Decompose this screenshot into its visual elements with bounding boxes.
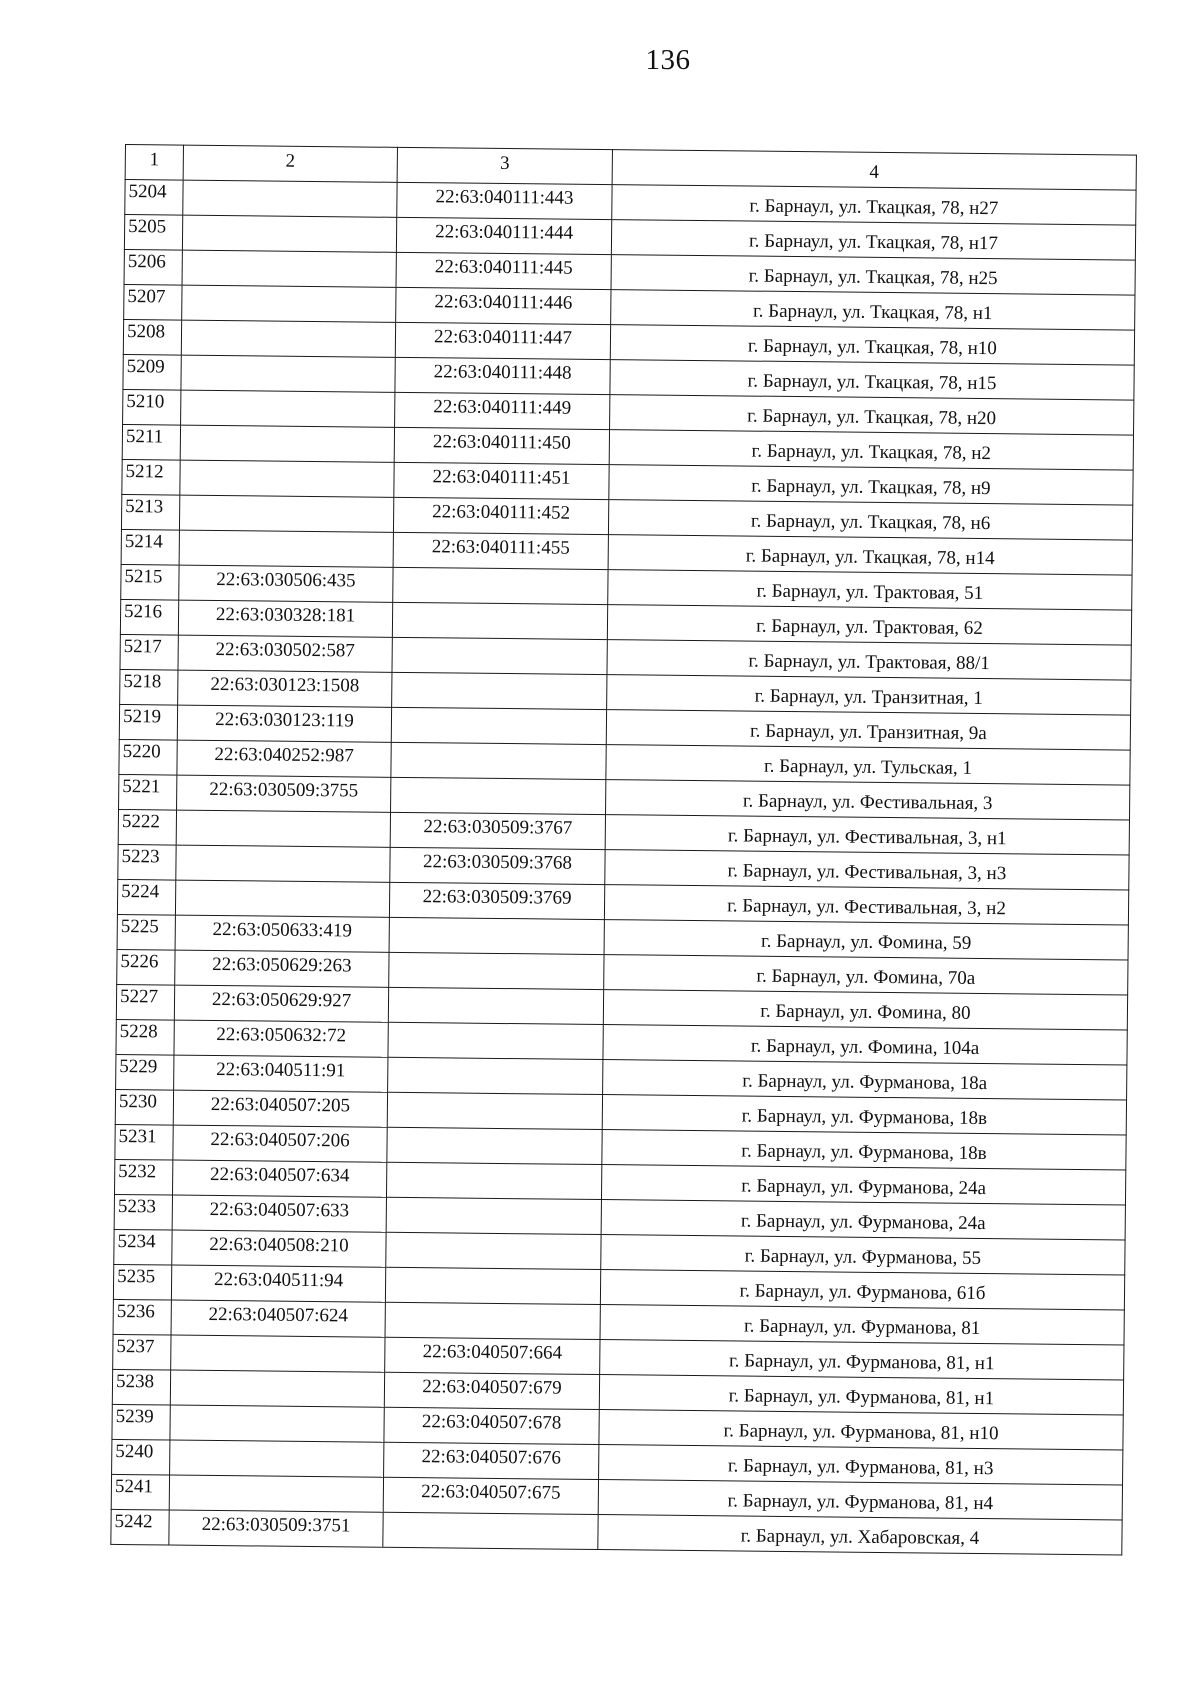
cadastral-number-premises-cell <box>394 427 609 464</box>
cadastral-number-premises: 22:63:040111:445 <box>434 256 573 279</box>
cadastral-number-premises: 22:63:040111:451 <box>432 466 571 489</box>
cadastral-number-building-cell <box>170 1370 384 1407</box>
address-cell <box>601 1165 1125 1205</box>
row-number-cell <box>122 424 180 460</box>
address-cell <box>601 1200 1125 1240</box>
row-number: 5215 <box>124 566 163 588</box>
cadastral-number-building: 22:63:030502:587 <box>215 638 355 662</box>
cadastral-number-premises-cell <box>387 1127 602 1164</box>
row-number-cell <box>114 1229 172 1265</box>
address: г. Барнаул, ул. Транзитная, 9а <box>749 720 987 745</box>
row-number-cell <box>123 389 181 425</box>
address: г. Барнаул, ул. Фестивальная, 3, н3 <box>727 860 1007 885</box>
cadastral-number-premises-cell <box>383 1512 598 1549</box>
address: г. Барнаул, ул. Фурманова, 81, н10 <box>723 1420 999 1445</box>
cadastral-number-building: 22:63:050633:419 <box>212 918 353 942</box>
cadastral-number-building-cell <box>173 1090 387 1127</box>
address-cell <box>611 255 1135 295</box>
cadastral-number-premises-cell <box>395 322 610 359</box>
row-number-cell <box>122 459 180 495</box>
address: г. Барнаул, ул. Ткацкая, 78, н10 <box>747 335 997 360</box>
cadastral-number-building-cell <box>179 565 393 602</box>
row-number: 5232 <box>118 1160 157 1183</box>
row-number-cell <box>119 774 177 810</box>
row-number: 5208 <box>126 321 166 343</box>
cadastral-number-building: 22:63:040507:624 <box>208 1303 349 1327</box>
cadastral-number-premises-cell <box>392 637 607 674</box>
address-cell <box>609 465 1133 505</box>
row-number: 5214 <box>124 531 163 553</box>
address: г. Барнаул, ул. Ткацкая, 78, н17 <box>748 230 999 255</box>
row-number: 5230 <box>118 1090 158 1113</box>
row-number: 5242 <box>114 1510 153 1533</box>
cadastral-number-building: 22:63:030509:3751 <box>201 1513 351 1537</box>
cadastral-number-premises: 22:63:030509:3768 <box>422 851 573 874</box>
cadastral-number-premises-cell <box>390 847 605 884</box>
row-number-cell <box>114 1194 172 1230</box>
cadastral-number-premises: 22:63:030509:3767 <box>423 816 573 839</box>
address-cell <box>606 745 1130 785</box>
address: г. Барнаул, ул. Транзитная, 1 <box>754 685 983 710</box>
cadastral-number-building: 22:63:040507:633 <box>209 1198 350 1222</box>
address: г. Барнаул, ул. Фурманова, 18а <box>742 1070 988 1095</box>
row-number: 5238 <box>115 1370 155 1393</box>
cadastral-number-building: 22:63:050632:72 <box>216 1024 347 1047</box>
cadastral-number-premises: 22:63:030509:3769 <box>422 886 572 909</box>
cadastral-number-premises-cell <box>384 1407 599 1444</box>
row-number-cell <box>116 984 174 1020</box>
cadastral-number-premises-cell <box>393 532 608 569</box>
row-number: 5226 <box>120 950 159 973</box>
cadastral-number-premises: 22:63:040111:448 <box>433 361 572 384</box>
address-cell <box>600 1270 1124 1310</box>
cadastral-number-building-cell <box>170 1405 384 1442</box>
row-number: 5206 <box>127 251 166 273</box>
cadastral-number-premises-cell <box>386 1197 601 1234</box>
row-number-cell <box>118 809 176 845</box>
cadastral-number-building: 22:63:040252:987 <box>214 743 354 767</box>
address: г. Барнаул, ул. Фурманова, 61б <box>739 1280 986 1305</box>
row-number: 5233 <box>117 1195 156 1218</box>
cadastral-number-building-cell <box>178 670 392 707</box>
address-cell <box>599 1410 1123 1450</box>
address: г. Барнаул, ул. Фомина, 104а <box>750 1035 980 1059</box>
row-number-cell <box>123 354 181 390</box>
row-number-cell <box>117 879 175 915</box>
row-number: 5213 <box>125 496 164 518</box>
address: г. Барнаул, ул. Фурманова, 81, н4 <box>727 1490 994 1515</box>
cadastral-number-building-cell <box>180 460 394 497</box>
row-number: 5227 <box>119 985 159 1008</box>
row-number-cell <box>120 669 178 705</box>
row-number-cell <box>124 249 182 285</box>
row-number: 5223 <box>121 846 160 868</box>
address-cell <box>609 430 1133 470</box>
address-cell <box>604 955 1128 995</box>
cadastral-number-building-cell <box>175 880 389 917</box>
column-header-4: 4 <box>612 150 1136 190</box>
row-number: 5221 <box>122 776 161 798</box>
address-cell <box>612 185 1136 225</box>
cadastral-number-building-cell <box>172 1160 386 1197</box>
cadastral-number-premises-cell <box>391 777 606 814</box>
row-number: 5209 <box>126 356 165 378</box>
address-cell <box>599 1445 1123 1485</box>
cadastral-number-premises-cell <box>390 812 605 849</box>
address-cell <box>607 605 1131 645</box>
cadastral-number-premises-cell <box>384 1372 599 1409</box>
row-number-cell <box>112 1439 170 1475</box>
row-number: 5224 <box>121 881 160 903</box>
address: г. Барнаул, ул. Фурманова, 24а <box>740 1210 986 1235</box>
cadastral-number-building: 22:63:050629:927 <box>211 988 352 1012</box>
row-number: 5219 <box>122 706 162 728</box>
cadastral-number-building-cell <box>177 705 391 742</box>
cadastral-number-premises-cell <box>389 952 604 989</box>
address: г. Барнаул, ул. Тульская, 1 <box>763 755 973 779</box>
cadastral-number-premises: 22:63:040507:675 <box>421 1481 561 1504</box>
address: г. Барнаул, ул. Ткацкая, 78, н20 <box>747 405 997 430</box>
cadastral-number-building-cell <box>182 215 396 252</box>
address-cell <box>604 920 1128 960</box>
cadastral-number-premises: 22:63:040111:455 <box>431 536 570 559</box>
cadastral-number-premises: 22:63:040111:443 <box>435 186 574 209</box>
row-number: 5218 <box>123 671 162 693</box>
cadastral-number-premises: 22:63:040111:452 <box>432 501 571 524</box>
cadastral-number-building-cell <box>182 250 396 287</box>
cadastral-number-building-cell <box>174 1020 388 1057</box>
row-number: 5225 <box>120 915 159 938</box>
cadastral-number-premises-cell <box>388 1057 603 1094</box>
row-number-cell <box>115 1124 173 1160</box>
address-cell <box>604 885 1128 925</box>
address-cell <box>600 1305 1124 1345</box>
cadastral-number-premises-cell <box>388 987 603 1024</box>
cadastral-number-premises-cell <box>395 392 610 429</box>
row-number-cell <box>113 1299 171 1335</box>
address: г. Барнаул, ул. Фестивальная, 3 <box>742 790 993 815</box>
cadastral-number-building: 22:63:030506:435 <box>216 568 356 592</box>
cadastral-number-premises: 22:63:040111:450 <box>432 431 571 454</box>
address: г. Барнаул, ул. Ткацкая, 78, н14 <box>745 545 995 570</box>
cadastral-number-premises: 22:63:040111:444 <box>435 221 574 244</box>
row-number: 5211 <box>125 426 164 448</box>
address: г. Барнаул, ул. Трактовая, 88/1 <box>748 650 990 675</box>
row-number-cell <box>112 1404 170 1440</box>
address-cell <box>603 990 1127 1030</box>
address-cell <box>611 220 1135 260</box>
address-cell <box>601 1235 1125 1275</box>
address: г. Барнаул, ул. Ткацкая, 78, н15 <box>747 370 997 395</box>
cadastral-number-building-cell <box>175 915 389 952</box>
address: г. Барнаул, ул. Фурманова, 81, н1 <box>728 1350 995 1375</box>
row-number-cell <box>118 844 176 880</box>
address: г. Барнаул, ул. Трактовая, 62 <box>756 615 983 640</box>
cadastral-number-premises: 22:63:040507:679 <box>422 1376 562 1399</box>
row-number-cell <box>124 284 182 320</box>
cadastral-number-premises-cell <box>392 672 607 709</box>
row-number-cell <box>120 634 178 670</box>
cadastral-number-building-cell <box>172 1230 386 1267</box>
cadastral-number-premises-cell <box>397 182 612 219</box>
cadastral-number-building-cell <box>173 1125 387 1162</box>
cadastral-number-building-cell <box>181 390 395 427</box>
cadastral-number-building-cell <box>169 1510 383 1547</box>
cadastral-number-building-cell <box>176 810 390 847</box>
cadastral-number-premises-cell <box>389 917 604 954</box>
cadastral-number-building: 22:63:040511:94 <box>213 1268 344 1292</box>
table-body <box>111 180 1136 1556</box>
cadastral-number-building-cell <box>172 1195 386 1232</box>
cadastral-number-building: 22:63:040507:634 <box>209 1163 350 1187</box>
row-number: 5222 <box>121 811 161 833</box>
row-number-cell <box>123 319 181 355</box>
address: г. Барнаул, ул. Ткацкая, 78, н25 <box>748 265 998 290</box>
row-number: 5241 <box>114 1475 154 1498</box>
cadastral-number-building: 22:63:040508:210 <box>209 1233 349 1257</box>
cadastral-number-building-cell <box>178 635 392 672</box>
cadastral-number-building-cell <box>181 320 395 357</box>
address-cell <box>605 815 1129 855</box>
address-cell <box>606 710 1130 750</box>
column-header-2: 2 <box>183 145 397 182</box>
cadastral-number-premises: 22:63:040507:664 <box>422 1341 563 1364</box>
address-cell <box>607 640 1131 680</box>
address-cell <box>610 325 1134 365</box>
column-header-3: 3 <box>397 147 612 184</box>
address: г. Барнаул, ул. Ткацкая, 78, н2 <box>751 440 992 465</box>
cadastral-number-building-cell <box>171 1265 385 1302</box>
cadastral-number-premises-cell <box>393 567 608 604</box>
row-number: 5229 <box>119 1055 158 1078</box>
cadastral-number-premises-cell <box>387 1092 602 1129</box>
page-number: 136 <box>645 44 691 76</box>
row-number: 5231 <box>118 1125 157 1148</box>
cadastral-number-building-cell <box>177 775 391 812</box>
row-number-cell <box>116 1054 174 1090</box>
row-number-cell <box>117 914 175 950</box>
address-cell <box>603 1025 1127 1065</box>
cadastral-number-building-cell <box>169 1475 383 1512</box>
address: г. Барнаул, ул. Ткацкая, 78, н9 <box>751 475 991 500</box>
address: г. Барнаул, ул. Фурманова, 81 <box>743 1315 981 1340</box>
cadastral-number-building-cell <box>183 180 397 217</box>
cadastral-number-building-cell <box>176 845 390 882</box>
address: г. Барнаул, ул. Фомина, 59 <box>760 930 972 954</box>
address: г. Барнаул, ул. Ткацкая, 78, н1 <box>752 300 993 325</box>
cadastral-number-building-cell <box>179 495 393 532</box>
row-number: 5205 <box>128 216 167 238</box>
cadastral-number-premises-cell <box>386 1162 601 1199</box>
row-number: 5239 <box>115 1405 154 1428</box>
cadastral-number-premises-cell <box>391 742 606 779</box>
cadastral-number-premises-cell <box>393 497 608 534</box>
cadastral-number-premises-cell <box>394 462 609 499</box>
address: г. Барнаул, ул. Трактовая, 51 <box>756 580 984 605</box>
cadastral-number-premises: 22:63:040111:447 <box>433 326 573 349</box>
address-cell <box>608 500 1132 540</box>
address-cell <box>603 1060 1127 1100</box>
cadastral-number-building-cell <box>177 740 391 777</box>
cadastral-number-building-cell <box>170 1440 384 1477</box>
cadastral-number-premises-cell <box>395 357 610 394</box>
address-cell <box>606 780 1130 820</box>
cadastral-number-premises-cell <box>392 602 607 639</box>
address-cell <box>602 1130 1126 1170</box>
data-table <box>110 144 1137 1556</box>
row-number-cell <box>115 1089 173 1125</box>
cadastral-number-building-cell <box>171 1300 385 1337</box>
cadastral-number-premises-cell <box>391 707 606 744</box>
cadastral-number-building-cell <box>181 355 395 392</box>
address: г. Барнаул, ул. Ткацкая, 78, н6 <box>750 510 991 535</box>
cadastral-number-premises: 22:63:040111:449 <box>433 396 572 419</box>
cadastral-number-building-cell <box>174 1055 388 1092</box>
address: г. Барнаул, ул. Фурманова, 18в <box>741 1105 988 1130</box>
row-number: 5217 <box>123 636 162 658</box>
cadastral-number-building: 22:63:040507:206 <box>210 1128 350 1152</box>
cadastral-number-building: 22:63:050629:263 <box>212 953 352 977</box>
address: г. Барнаул, ул. Хабаровская, 4 <box>740 1525 980 1550</box>
cadastral-number-premises: 22:63:040507:676 <box>421 1446 562 1469</box>
address: г. Барнаул, ул. Фурманова, 18в <box>741 1140 987 1165</box>
address: г. Барнаул, ул. Фурманова, 55 <box>744 1245 982 1270</box>
cadastral-number-premises-cell <box>389 882 604 919</box>
address-cell <box>602 1095 1126 1135</box>
cadastral-number-premises-cell <box>383 1477 598 1514</box>
address: г. Барнаул, ул. Фестивальная, 3, н1 <box>727 825 1007 850</box>
cadastral-number-premises-cell <box>396 217 611 254</box>
row-number: 5236 <box>116 1300 155 1323</box>
address-cell <box>600 1340 1124 1380</box>
cadastral-number-building: 22:63:030123:119 <box>215 708 354 732</box>
row-number: 5216 <box>123 601 163 623</box>
row-number: 5210 <box>126 391 165 413</box>
cadastral-number-building-cell <box>178 600 392 637</box>
cadastral-number-building: 22:63:030328:181 <box>215 603 356 627</box>
cadastral-number-building-cell <box>180 425 394 462</box>
row-number: 5207 <box>127 286 166 308</box>
row-number-cell <box>113 1334 171 1370</box>
cadastral-number-building-cell <box>182 285 396 322</box>
cadastral-number-building: 22:63:040507:205 <box>210 1093 351 1117</box>
cadastral-number-premises: 22:63:040507:678 <box>421 1411 562 1434</box>
cadastral-number-premises: 22:63:040111:446 <box>434 291 573 314</box>
row-number-cell <box>111 1509 169 1545</box>
row-number-cell <box>113 1264 171 1300</box>
row-number-cell <box>114 1159 172 1195</box>
row-number-cell <box>121 494 179 530</box>
column-header-1: 1 <box>125 145 183 181</box>
row-number-cell <box>111 1474 169 1510</box>
row-number: 5228 <box>119 1020 158 1043</box>
row-number: 5240 <box>115 1440 154 1463</box>
cadastral-number-premises-cell <box>385 1267 600 1304</box>
cadastral-number-premises-cell <box>396 252 611 289</box>
row-number-cell <box>121 564 179 600</box>
row-number: 5235 <box>117 1265 156 1288</box>
row-number: 5237 <box>116 1335 155 1358</box>
address-cell <box>608 570 1132 610</box>
address-cell <box>598 1480 1122 1520</box>
address: г. Барнаул, ул. Фурманова, 24а <box>741 1175 987 1200</box>
row-number-cell <box>120 599 178 635</box>
cadastral-number-building: 22:63:030123:1508 <box>210 673 360 697</box>
cadastral-number-premises-cell <box>396 287 611 324</box>
cadastral-number-premises-cell <box>385 1302 600 1339</box>
row-number-cell <box>117 949 175 985</box>
cadastral-number-building-cell <box>171 1335 385 1372</box>
address-cell <box>607 675 1131 715</box>
cadastral-number-premises-cell <box>384 1442 599 1479</box>
row-number: 5204 <box>128 181 167 203</box>
address-cell <box>610 360 1134 400</box>
cadastral-number-building-cell <box>179 530 393 567</box>
address: г. Барнаул, ул. Фомина, 80 <box>760 1000 971 1024</box>
address-cell <box>611 290 1135 330</box>
cadastral-number-premises-cell <box>388 1022 603 1059</box>
cadastral-number-building-cell <box>175 950 389 987</box>
row-number-cell <box>119 704 177 740</box>
cadastral-number-premises-cell <box>385 1337 600 1374</box>
row-number-cell <box>112 1369 170 1405</box>
address-cell <box>598 1515 1122 1555</box>
row-number: 5220 <box>122 741 161 763</box>
cadastral-number-building-cell <box>174 985 388 1022</box>
cadastral-number-building: 22:63:040511:91 <box>216 1059 346 1082</box>
row-number-cell <box>119 739 177 775</box>
row-number-cell <box>116 1019 174 1055</box>
address-cell <box>605 850 1129 890</box>
row-number-cell <box>124 215 182 251</box>
cadastral-number-building: 22:63:030509:3755 <box>209 778 359 802</box>
row-number: 5234 <box>117 1230 156 1253</box>
address: г. Барнаул, ул. Фурманова, 81, н1 <box>728 1385 995 1410</box>
row-number: 5212 <box>125 461 164 483</box>
address-cell <box>599 1375 1123 1415</box>
address-cell <box>608 535 1132 575</box>
row-number-cell <box>125 180 183 216</box>
address: г. Барнаул, ул. Фурманова, 81, н3 <box>727 1455 994 1480</box>
address: г. Барнаул, ул. Фомина, 70а <box>756 965 976 989</box>
row-number-cell <box>121 529 179 565</box>
table-wrapper <box>110 144 1137 1556</box>
address-cell <box>610 395 1134 435</box>
address: г. Барнаул, ул. Фестивальная, 3, н2 <box>727 895 1007 920</box>
cadastral-number-premises-cell <box>386 1232 601 1269</box>
address: г. Барнаул, ул. Ткацкая, 78, н27 <box>749 195 999 220</box>
